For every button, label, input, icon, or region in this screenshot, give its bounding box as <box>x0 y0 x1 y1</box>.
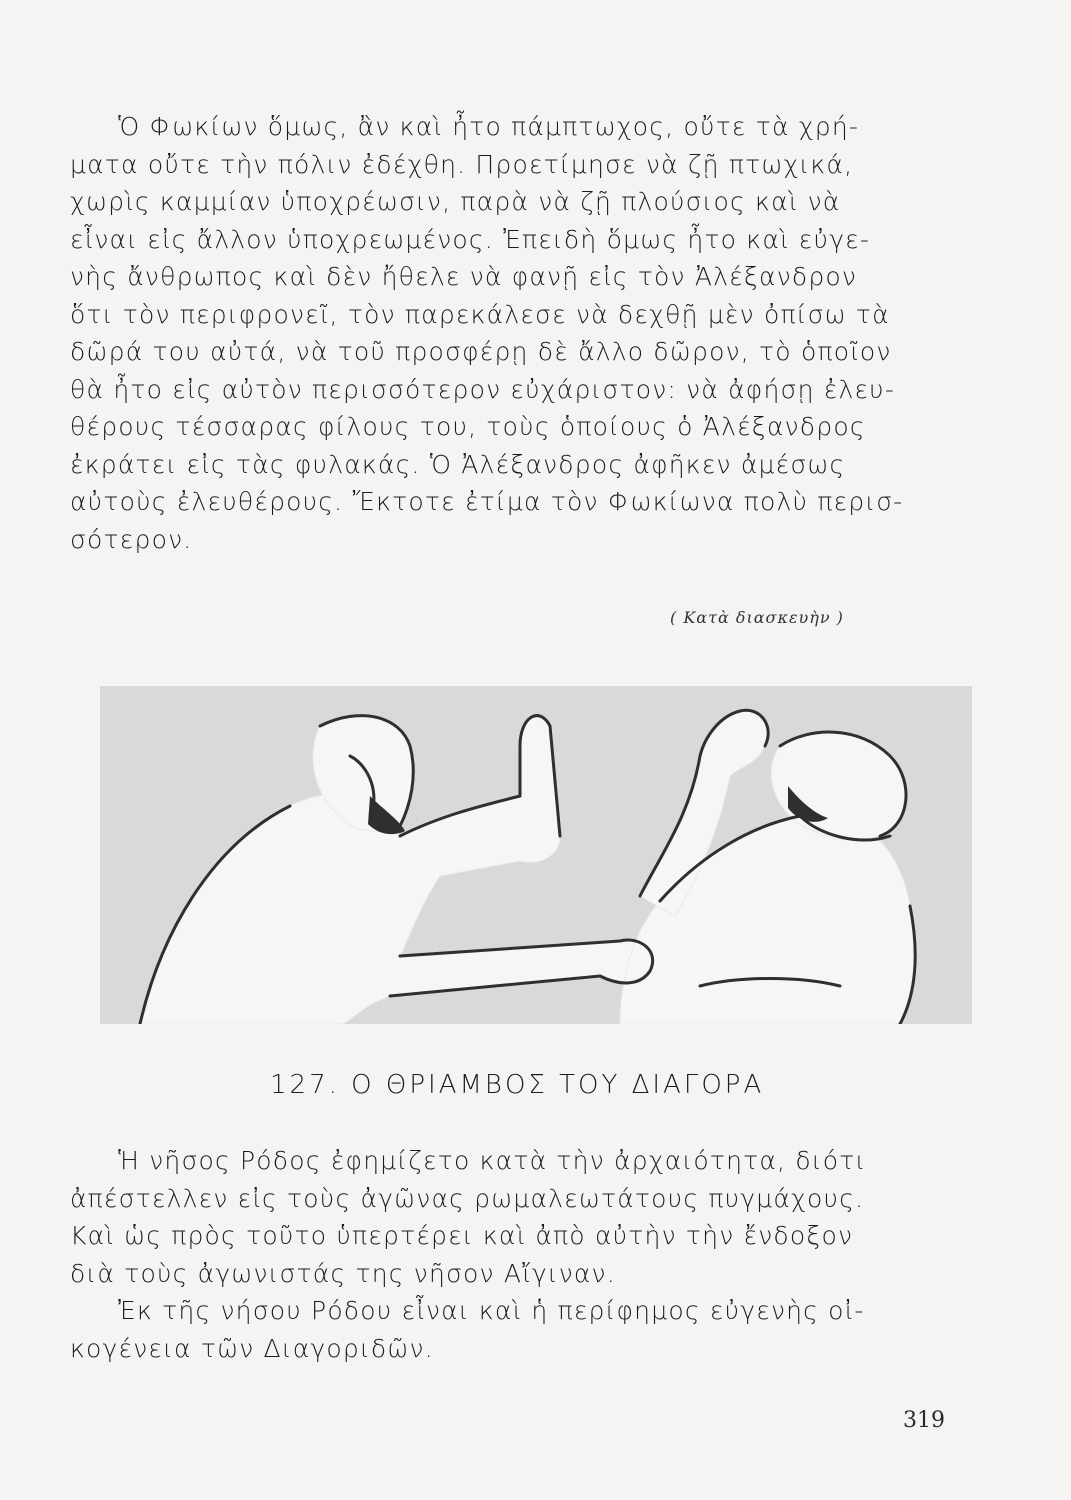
text-line: χωρὶς καμμίαν ὑποχρέωσιν, παρὰ νὰ ζῇ πλούσιος καὶ νὰ <box>70 187 841 216</box>
story-paragraph <box>70 108 940 558</box>
text-line: Ἡ νῆσος Ρόδος ἐφημίζετο κατὰ τὴν ἀρχαιότητα, διότι <box>118 1146 867 1175</box>
text-line: αὐτοὺς ἐλευθέρους. Ἔκτοτε ἐτίμα τὸν Φωκίωνα πολὺ περισ- <box>70 487 904 516</box>
text-line: ὅτι τὸν περιφρονεῖ, τὸν παρεκάλεσε νὰ δεχθῇ μὲν ὀπίσω τὰ <box>70 299 890 329</box>
text-line: Ἐκ τῆς νήσου Ρόδου εἶναι καὶ ἡ περίφημος εὐγενὴς οἰ- <box>118 1296 865 1325</box>
text-line: ματα οὔτε τὴν πόλιν ἐδέχθη. Προετίμησε νὰ ζῇ πτωχικά, <box>70 149 854 179</box>
section-heading: 127. Ο ΘΡΙΑΜΒΟΣ ΤΟΥ ΔΙΑΓΟΡΑ <box>270 1070 765 1100</box>
text-line: κογένεια τῶν Διαγοριδῶν. <box>70 1333 434 1363</box>
text-line: Καὶ ὡς πρὸς τοῦτο ὑπερτέρει καὶ ἀπὸ αὐτὴν τὴν ἔνδοξον <box>70 1221 854 1250</box>
text-line: θὰ ἦτο εἰς αὐτὸν περισσότερον εὐχάριστον: νὰ ἀφήσῃ ἐλευ- <box>70 374 896 404</box>
source-attribution: ( Κατὰ διασκευὴν ) <box>670 608 844 627</box>
text-line: νὴς ἄνθρωπος καὶ δὲν ἤθελε νὰ φανῇ εἰς τὸν Ἀλέξανδρον <box>70 262 858 291</box>
text-line: δῶρά του αὐτά, νὰ τοῦ προσφέρῃ δὲ ἄλλο δῶρον, τὸ ὁποῖον <box>70 337 892 366</box>
text-line: σότερον. <box>70 524 193 554</box>
text-line: διὰ τοὺς ἀγωνιστάς της νῆσον Αἴγιναν. <box>70 1258 616 1288</box>
page-number: 319 <box>903 1408 945 1433</box>
section-paragraph <box>70 1142 940 1367</box>
boxers-illustration <box>100 686 972 1024</box>
text-line: εἶναι εἰς ἄλλον ὑποχρεωμένος. Ἐπειδὴ ὅμως ἦτο καὶ εὐγε- <box>70 224 871 254</box>
text-line: θέρους τέσσαρας φίλους του, τοὺς ὁποίους ὁ Ἀλέξανδρος <box>70 412 866 441</box>
text-line: ἀπέστελλεν εἰς τοὺς ἀγῶνας ρωμαλεωτάτους πυγμάχους. <box>70 1183 865 1213</box>
text-line: ἐκράτει εἰς τὰς φυλακάς. Ὁ Ἀλέξανδρος ἀφῆκεν ἀμέσως <box>70 449 846 479</box>
text-line: Ὁ Φωκίων ὅμως, ἂν καὶ ἦτο πάμπτωχος, οὔτε τὰ χρή- <box>118 112 860 141</box>
boxers-figure-svg <box>100 686 972 1024</box>
